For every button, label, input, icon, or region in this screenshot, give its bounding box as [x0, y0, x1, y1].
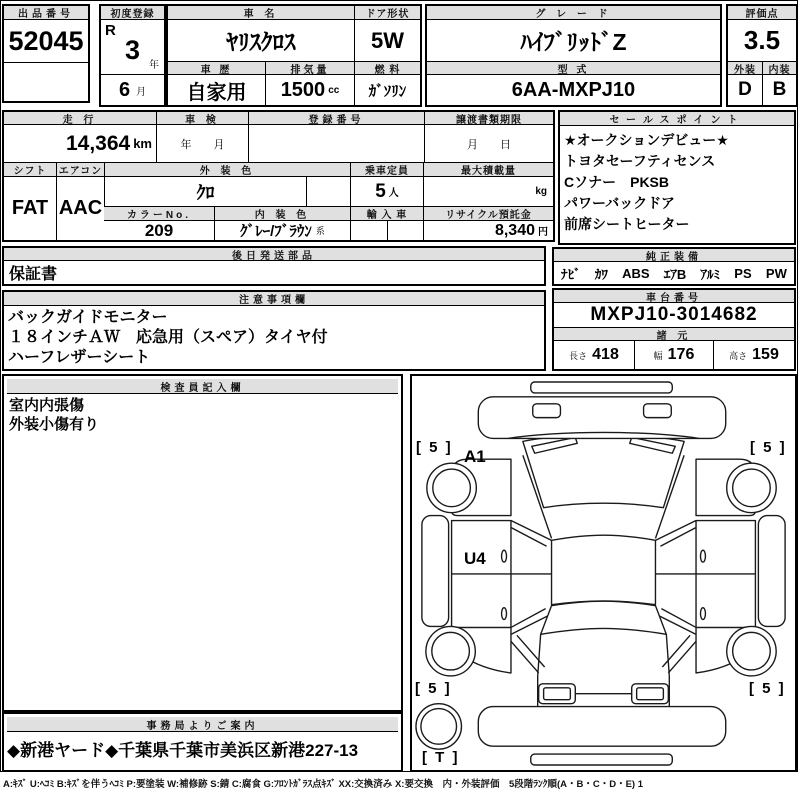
note-line: １８インチＡＷ 応急用（スペア）タイヤ付	[8, 329, 328, 346]
width-label: 幅	[653, 350, 663, 361]
year-value: 3	[124, 34, 141, 65]
note-line: ハーフレザーシート	[8, 349, 151, 366]
grade-box	[425, 4, 722, 107]
lot-number-value: 52045	[4, 20, 88, 63]
year-unit: 年	[149, 60, 159, 71]
interior-color-value	[214, 221, 350, 240]
model-code-value: 6AA-MXPJ10	[511, 78, 636, 101]
length-label: 長さ	[569, 350, 588, 361]
left-front-door-handle	[502, 550, 507, 562]
first-registration-header: 初度登録	[101, 6, 164, 20]
score-header: 評価点	[728, 6, 796, 20]
length-value: 418	[592, 346, 619, 363]
car-name-value: ﾔﾘｽｸﾛｽ	[168, 20, 354, 62]
mileage-value	[4, 125, 156, 163]
capacity-header: 乗車定員	[350, 163, 423, 177]
history-value: 自家用	[186, 81, 247, 104]
interior-grade-value: B	[762, 75, 796, 105]
grade-value: ﾊｲﾌﾞﾘｯﾄﾞZ	[427, 20, 720, 62]
height-value: 159	[752, 346, 779, 363]
front-upper-strip	[531, 382, 673, 393]
exterior-grade-header: 外装	[728, 62, 762, 75]
max-load-unit: kg	[535, 186, 547, 197]
transfer-deadline-header: 譲渡書類期限	[424, 112, 553, 125]
front-right-tire-mark: [ 5 ]	[750, 439, 787, 456]
sales-point-line: ★オークションデビュー★	[564, 132, 729, 148]
max-load-value	[423, 177, 553, 207]
interior-color-header: 内 装 色	[214, 207, 350, 221]
sales-points-header: セールスポイント	[560, 112, 794, 126]
left-sill	[422, 516, 449, 627]
right-sill	[758, 516, 785, 627]
sales-point-line: トヨタセーフティセンス	[564, 153, 716, 169]
month-unit: 月	[136, 86, 147, 98]
equipment-item: ｱﾙﾐ	[700, 266, 721, 282]
rear-left-wheel	[426, 626, 475, 675]
fuel-value: ｶﾞｿﾘﾝ	[354, 75, 420, 105]
rear-left-tire-mark: [ 5 ]	[415, 680, 452, 697]
sales-points-box	[558, 110, 796, 245]
shift-value: FAT	[11, 197, 49, 219]
right-front-door-handle	[700, 550, 705, 562]
right-headlight	[644, 404, 672, 418]
note-line: バックガイドモニター	[8, 309, 168, 326]
recycle-number: 8,340	[494, 221, 535, 239]
right-rear-door-handle	[700, 608, 705, 620]
registration-number-header: 登録番号	[248, 112, 424, 125]
width-value: 176	[667, 346, 695, 363]
lot-number-box	[2, 4, 90, 103]
displacement-value	[265, 75, 354, 105]
shaken-value: 年 月	[156, 125, 248, 163]
chassis-header: 車台番号	[554, 290, 794, 303]
left-rear-door-handle	[502, 608, 507, 620]
sales-point-line: 前席シートヒーター	[564, 216, 690, 232]
model-code-header: 型 式	[427, 62, 720, 75]
dimensions-header: 諸 元	[554, 328, 794, 341]
notes-header: 注意事項欄	[4, 292, 544, 306]
equipment-item: ﾅﾋﾞ	[561, 266, 581, 282]
era-code: R	[105, 22, 116, 39]
inspector-lines	[9, 396, 398, 434]
spec-box	[2, 110, 555, 242]
import-header: 輸 入 車	[350, 207, 423, 221]
car-diagram-box	[410, 374, 797, 772]
equipment-header: 純正装備	[554, 249, 794, 262]
door-shape-header: ドア形状	[354, 6, 420, 20]
month-value: 6	[118, 78, 131, 101]
equipment-item: ｶﾜ	[594, 266, 608, 282]
front-fender-damage-mark: A1	[464, 447, 486, 466]
later-parts-header: 後日発送部品	[4, 248, 544, 261]
sales-point-line: Cソナー PKSB	[564, 174, 670, 190]
mileage-number: 14,364	[65, 131, 131, 155]
first-registration-year	[101, 20, 164, 75]
rear-bumper	[478, 707, 725, 747]
shaken-header: 車 検	[156, 112, 248, 125]
score-value: 3.5	[728, 20, 796, 62]
office-header: 事務局よりご案内	[7, 717, 398, 732]
grade-header: グ レ ー ド	[427, 6, 720, 20]
recycle-unit: 円	[538, 227, 548, 238]
recycle-value	[423, 221, 553, 240]
capacity-number: 5	[375, 180, 386, 202]
equipment-items	[554, 262, 794, 284]
registration-number-value	[248, 125, 424, 163]
color-no-header: カラーNo.	[104, 207, 214, 221]
rear-window	[541, 601, 667, 634]
equipment-item: PW	[765, 265, 787, 281]
recycle-header: リサイクル預託金	[423, 207, 553, 221]
rear-right-wheel	[727, 626, 776, 675]
equipment-item: PS	[734, 265, 752, 281]
front-left-tire-mark: [ 5 ]	[416, 439, 453, 456]
equipment-item: ｴｱB	[663, 266, 687, 282]
exterior-color-value: ｸﾛ	[104, 177, 306, 207]
rear-lower-strip	[531, 754, 673, 765]
front-right-wheel	[727, 463, 776, 512]
interior-grade-header: 内装	[762, 62, 796, 75]
first-registration-month	[101, 75, 164, 105]
fuel-header: 燃 料	[354, 62, 420, 75]
rear-right-tire-mark: [ 5 ]	[749, 680, 786, 697]
front-left-wheel	[427, 463, 476, 512]
shift-header: シフト	[4, 163, 56, 177]
aircon-header: エアコン	[56, 163, 104, 177]
chassis-value: MXPJ10-3014682	[554, 303, 794, 328]
import-value-1	[350, 221, 387, 240]
door-shape-value: 5W	[354, 20, 420, 62]
inspector-line: 室内内張傷	[9, 397, 85, 414]
interior-color-text: ｸﾞﾚｰ/ﾌﾞﾗｳﾝ	[240, 223, 312, 240]
spare-tire	[416, 704, 462, 750]
later-parts-value: 保証書	[9, 266, 58, 283]
car-name-box	[166, 4, 422, 107]
history-header: 車 歴	[168, 62, 265, 75]
dimension-height	[713, 341, 794, 369]
later-parts-box	[2, 246, 546, 286]
first-registration-box	[99, 4, 166, 107]
left-headlight	[533, 404, 561, 418]
car-name-header: 車 名	[168, 6, 354, 20]
sales-point-line: パワーバックドア	[564, 195, 675, 211]
office-box	[2, 712, 403, 772]
mileage-unit: km	[133, 136, 152, 151]
roof	[552, 535, 656, 605]
import-value-2	[387, 221, 423, 240]
notes-box	[2, 290, 546, 371]
displacement-header: 排気量	[265, 62, 354, 75]
exterior-color-header: 外 装 色	[104, 163, 350, 177]
lot-number-header: 出品番号	[4, 6, 88, 20]
inspector-box	[2, 374, 403, 712]
inspector-header: 検査員記入欄	[7, 379, 398, 394]
exterior-color-sub	[306, 177, 350, 207]
car-top-view-diagram	[412, 376, 795, 770]
legend: A:ｷｽﾞ U:ﾍｺﾐ B:ｷｽﾞを伴うﾍｺﾐ P:要塗装 W:補修跡 S:錆 C:腐食 G:ﾌﾛﾝﾄｶﾞﾗｽ点ｷｽﾞ XX:交換済み X:要交換 内・外装評価 5段階ﾗﾝｸ順(A・B・C・D・E) 1	[3, 779, 644, 790]
inspector-line: 外装小傷有り	[9, 416, 100, 433]
color-no-value: 209	[144, 221, 174, 240]
displacement-number: 1500	[280, 78, 326, 101]
lot-number-empty	[4, 63, 88, 101]
aircon-value: AAC	[56, 177, 104, 240]
equipment-item: ABS	[622, 265, 650, 281]
dimension-length	[554, 341, 634, 369]
sales-points-lines	[564, 130, 792, 235]
score-box	[726, 4, 798, 107]
interior-color-suffix: 系	[315, 226, 325, 236]
mileage-header: 走 行	[4, 112, 156, 125]
equipment-box	[552, 247, 796, 286]
chassis-box	[552, 288, 796, 371]
capacity-unit: 人	[388, 188, 399, 199]
spare-tire-mark: [ T ]	[422, 749, 460, 766]
notes-lines	[8, 308, 540, 368]
front-door-damage-mark: U4	[464, 549, 486, 568]
max-load-header: 最大積載量	[423, 163, 553, 177]
exterior-grade-value: D	[738, 79, 752, 100]
height-label: 高さ	[729, 350, 748, 361]
office-value: ◆新港ヤード◆千葉県千葉市美浜区新港227-13	[7, 740, 359, 760]
displacement-unit: cc	[328, 84, 340, 96]
transfer-deadline-value: 月 日	[424, 125, 553, 163]
capacity-value	[350, 177, 423, 207]
dimension-width	[634, 341, 713, 369]
